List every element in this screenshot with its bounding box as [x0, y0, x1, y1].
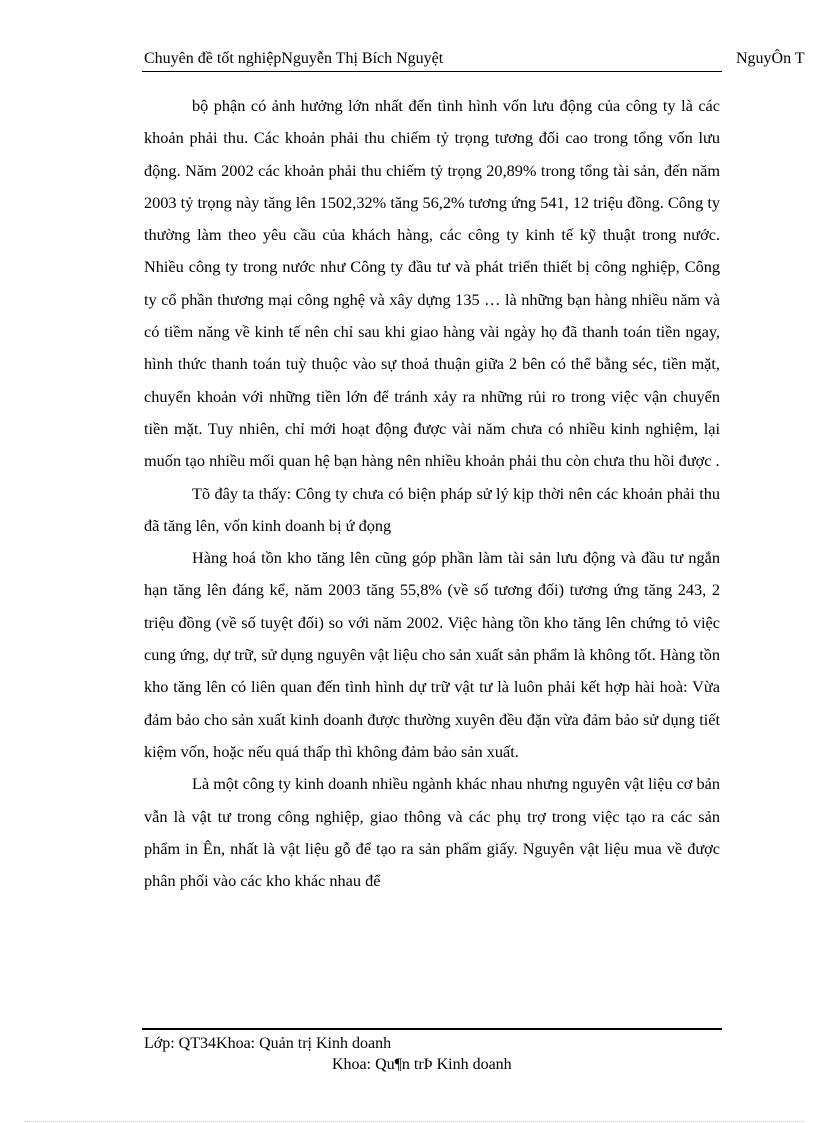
page-edge — [24, 1121, 804, 1122]
body-paragraph: Hàng hoá tồn kho tăng lên cũng góp phần làm tài sản lưu động và đầu tư ngắn hạn tăng lên đáng kể, năm 2003 tăng 55,8% (về số tương đối) tương ứng tăng 243, 2 triệu đồng (về số tuyệt đối) so với năm 2002. Việc hàng tồn kho tăng lên chứng tỏ việc cung ứng, dự trữ, sử dụng nguyên vật liệu cho sản xuất sản phẩm là không tốt. Hàng tồn kho tăng lên có liên quan đến tình hình dự trữ vật tư là luôn phải kết hợp hài hoà: Vừa đảm bảo cho sản xuất kinh doanh được thường xuyên đều đặn vừa đảm bảo sử dụng tiết kiệm vốn, hoặc nếu quá thấp thì không đảm bảo sản xuất. — [144, 548, 720, 761]
page-header-author: NguyÔn T — [736, 50, 805, 67]
document-body — [144, 90, 720, 897]
body-paragraph: bộ phận có ảnh hưởng lớn nhất đến tình hình vốn lưu động của công ty là các khoản phải thu. Các khoản phải thu chiếm tỷ trọng tương đối cao trong tổng vốn lưu động. Năm 2002 các khoản phải thu chiếm tỷ trọng 20,89% trong tổng tài sản, đến năm 2003 tỷ trọng này tăng lên 1502,32% tăng 56,2% tương ứng 541, 12 triệu đồng. Công ty thường làm theo yêu cầu của khách hàng, các công ty kinh tế kỹ thuật trong nước. Nhiều công ty trong nước như Công ty đầu tư và phát triển thiết bị công nghiệp, Công ty cổ phần thương mại công nghệ và xây dựng 135 … là những bạn hàng nhiều năm và có tiềm năng về kinh tế nên chỉ sau khi giao hàng vài ngày họ đã thanh toán tiền ngay, hình thức thanh toán tuỳ thuộc vào sự thoả thuận giữa 2 bên có thể bằng séc, tiền mặt, chuyển khoản với những tiền lớn để tránh xảy ra những rủi ro trong việc vận chuyển tiền mặt. Tuy nhiên, chỉ mới hoạt động được vài năm chưa có nhiều kinh nghiệm, lại muốn tạo nhiều mối quan hệ bạn hàng nên nhiều khoản phải thu còn chưa thu hồi được . — [144, 96, 720, 471]
footer-divider — [142, 1028, 722, 1030]
body-paragraph: Là một công ty kinh doanh nhiều ngành khác nhau nhưng nguyên vật liệu cơ bản vẫn là vật tư trong công nghiệp, giao thông và các phụ trợ trong việc tạo ra các sản phẩm in Ên, nhất là vật liệu gỗ để tạo ra sản phẩm giấy. Nguyên vật liệu mua về được phân phối vào các kho khác nhau để — [144, 774, 720, 891]
body-paragraph: Tõ đây ta thấy: Công ty chưa có biện pháp sử lý kịp thời nên các khoản phải thu đã tăng lên, vốn kinh doanh bị ứ đọng — [144, 483, 720, 535]
header-divider — [142, 71, 722, 72]
footer-class-info: Lớp: QT34Khoa: Quản trị Kinh doanh — [144, 1035, 392, 1052]
page-header-title: Chuyên đề tốt nghiệpNguyễn Thị Bích Nguyệt — [144, 50, 444, 67]
footer-faculty: Khoa: Qu¶n trÞ Kinh doanh — [332, 1056, 512, 1073]
